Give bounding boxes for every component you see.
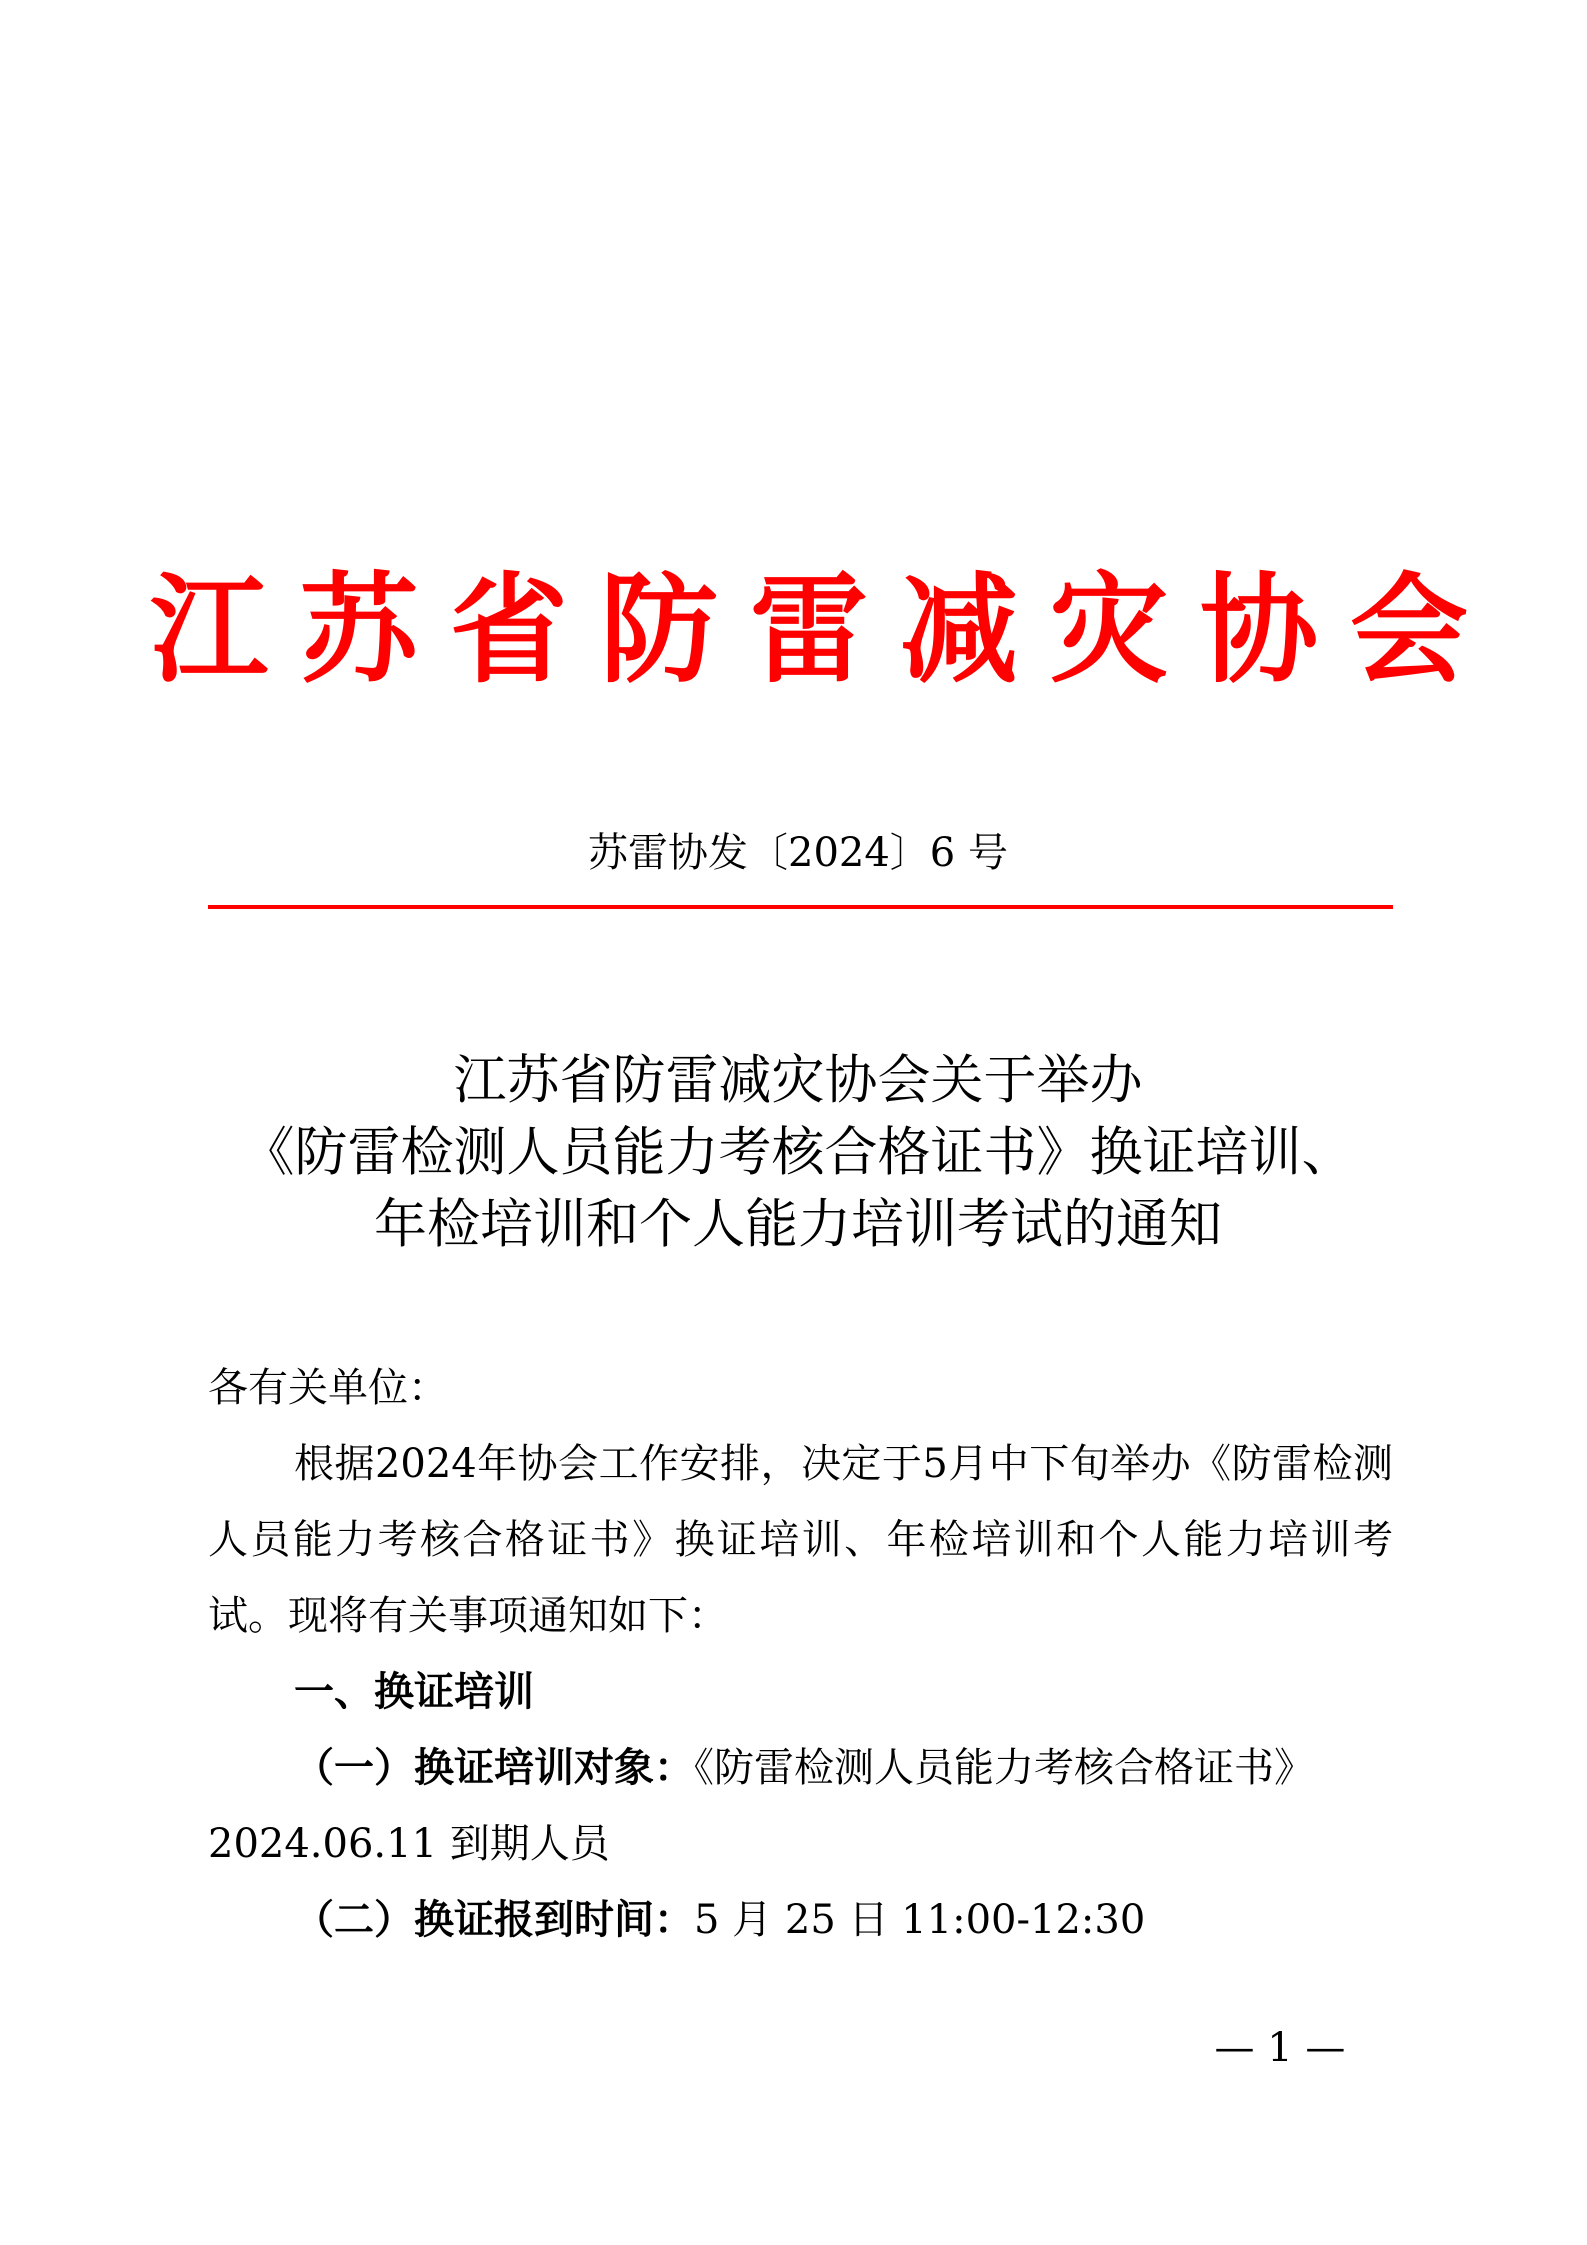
organization-header: 江苏省防雷减灾协会 [150, 561, 1501, 699]
document-body [208, 1350, 1393, 1958]
item-1-text: 《防雷检测人员能力考核合格证书》 [694, 1745, 1314, 1791]
section-heading-1: 一、换证培训 [294, 1668, 534, 1715]
item-1 [208, 1730, 1393, 1806]
title-line-1: 江苏省防雷减灾协会关于举办 [453, 1050, 1143, 1111]
salutation: 各有关单位： [208, 1365, 448, 1411]
document-title [208, 1045, 1388, 1261]
document-number: 苏雷协发〔2024〕6 号 [588, 830, 1008, 876]
item-2 [208, 1882, 1393, 1958]
title-line-3: 年检培训和个人能力培训考试的通知 [374, 1194, 1222, 1255]
item-2-label: （二）换证报到时间： [294, 1896, 694, 1943]
item-1-label: （一）换证培训对象： [294, 1744, 694, 1791]
page-number: — 1 — [1214, 2025, 1346, 2071]
red-divider-line [208, 905, 1393, 909]
item-2-text: 5 月 25 日 11:00-12:30 [694, 1897, 1146, 1943]
title-line-2: 《防雷检测人员能力考核合格证书》换证培训、 [241, 1122, 1355, 1183]
item-1-continuation: 2024.06.11 到期人员 [208, 1821, 610, 1867]
intro-paragraph: 根据2024年协会工作安排，决定于5月中下旬举办《防雷检测人员能力考核合格证书》换证培训、年检培训和个人能力培训考试。现将有关事项通知如下： [208, 1441, 1393, 1639]
